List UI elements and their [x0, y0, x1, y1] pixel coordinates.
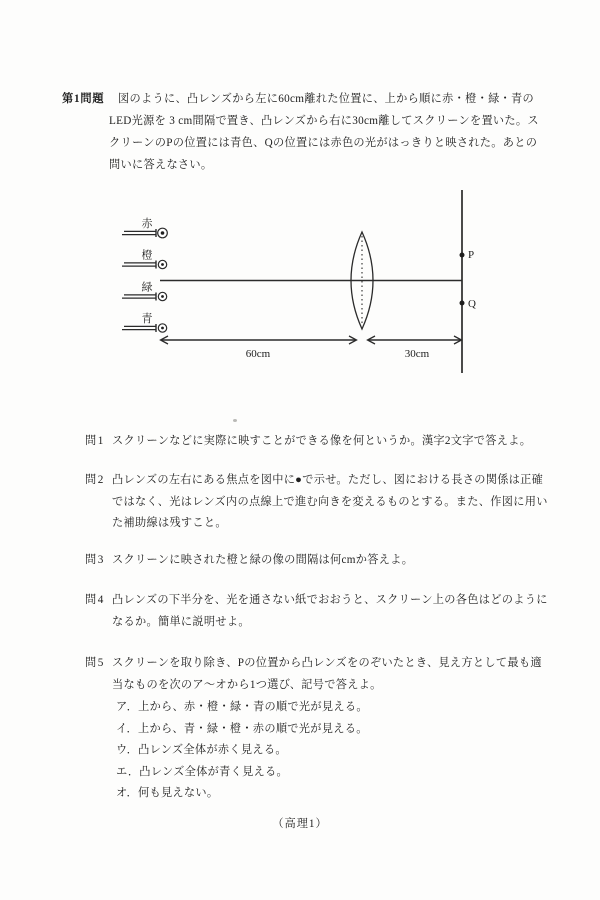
- led-dot-icon: [161, 295, 164, 298]
- dimension-30cm-label: 30cm: [404, 348, 430, 360]
- question-5-option-o: オ．何も見えない。: [116, 787, 219, 799]
- lens-diagram: [100, 185, 480, 385]
- led-dot-icon: [161, 327, 164, 330]
- question-2-text-line-1: 凸レンズの左右にある焦点を図中に●で示せ。ただし、図における長さの関係は正確: [112, 474, 544, 486]
- problem-text-line-4: 問いに答えなさい。: [109, 159, 213, 171]
- led-source-orange: [122, 248, 167, 269]
- question-5-option-u: ウ．凸レンズ全体が赤く見える。: [116, 744, 287, 756]
- question-5-text-line-1: スクリーンを取り除き、Pの位置から凸レンズをのぞいたとき、見え方として最も適: [112, 657, 542, 669]
- dimension-30cm: [368, 336, 462, 360]
- led-dot-icon: [161, 231, 165, 235]
- page-footer-code: （高理1）: [272, 818, 328, 830]
- dimension-60cm-label: 60cm: [245, 348, 271, 360]
- led-source-green: [122, 281, 167, 301]
- question-4-text-line-1: 凸レンズの下半分を、光を通さない紙でおおうと、スクリーン上の各色はどのように: [112, 594, 548, 606]
- problem-text-line-3: クリーンのPの位置には青色、Qの位置には赤色の光がはっきりと映された。あとの: [109, 137, 538, 149]
- point-Q-label: Q: [468, 298, 476, 310]
- question-5-option-i: イ．上から、青・緑・橙・赤の順で光が見える。: [116, 723, 368, 735]
- point-P-label: P: [468, 249, 475, 261]
- led-dot-icon: [161, 263, 164, 266]
- dimension-60cm: [161, 336, 357, 360]
- scan-artifact: [233, 419, 237, 422]
- point-P-dot: [460, 253, 465, 258]
- problem-text-line-2: LED光源を 3 cm間隔で置き、凸レンズから右に30cm離してスクリーンを置いた。ス: [109, 115, 539, 127]
- led-label-blue: 青: [141, 313, 153, 325]
- led-source-blue: [122, 311, 167, 332]
- question-4-text-line-2: なるか。簡単に説明せよ。: [112, 616, 250, 628]
- question-1-label: 問1: [85, 435, 105, 447]
- point-Q-dot: [460, 301, 465, 306]
- question-5-label: 問5: [85, 657, 105, 669]
- question-1-text: スクリーンなどに実際に映すことができる像を何というか。漢字2文字で答えよ。: [112, 435, 532, 447]
- question-2-text-line-2: ではなく、光はレンズ内の点線上で進む向きを変えるものとする。また、作図に用い: [112, 496, 548, 508]
- question-3-label: 問3: [85, 554, 105, 566]
- led-source-red: [122, 216, 167, 238]
- question-5-option-e: エ．凸レンズ全体が青く見える。: [116, 766, 289, 778]
- question-5-text-line-2: 当なものを次のア～オから1つ選び、記号で答えよ。: [112, 679, 382, 691]
- led-label-red: 赤: [141, 218, 153, 230]
- question-2-text-line-3: た補助線は残すこと。: [112, 517, 227, 529]
- question-3-text: スクリーンに映された橙と緑の像の間隔は何cmか答えよ。: [112, 554, 414, 566]
- question-2-label: 問2: [85, 474, 105, 486]
- led-label-orange: 橙: [141, 249, 153, 262]
- problem-number: 第1問題: [62, 93, 105, 105]
- led-label-green: 緑: [141, 281, 153, 294]
- question-4-label: 問4: [85, 594, 105, 606]
- question-5-option-a: ア．上から、赤・橙・緑・青の順で光が見える。: [116, 701, 368, 713]
- problem-text-line-1: 図のように、凸レンズから左に60cm離れた位置に、上から順に赤・橙・緑・青の: [118, 93, 535, 105]
